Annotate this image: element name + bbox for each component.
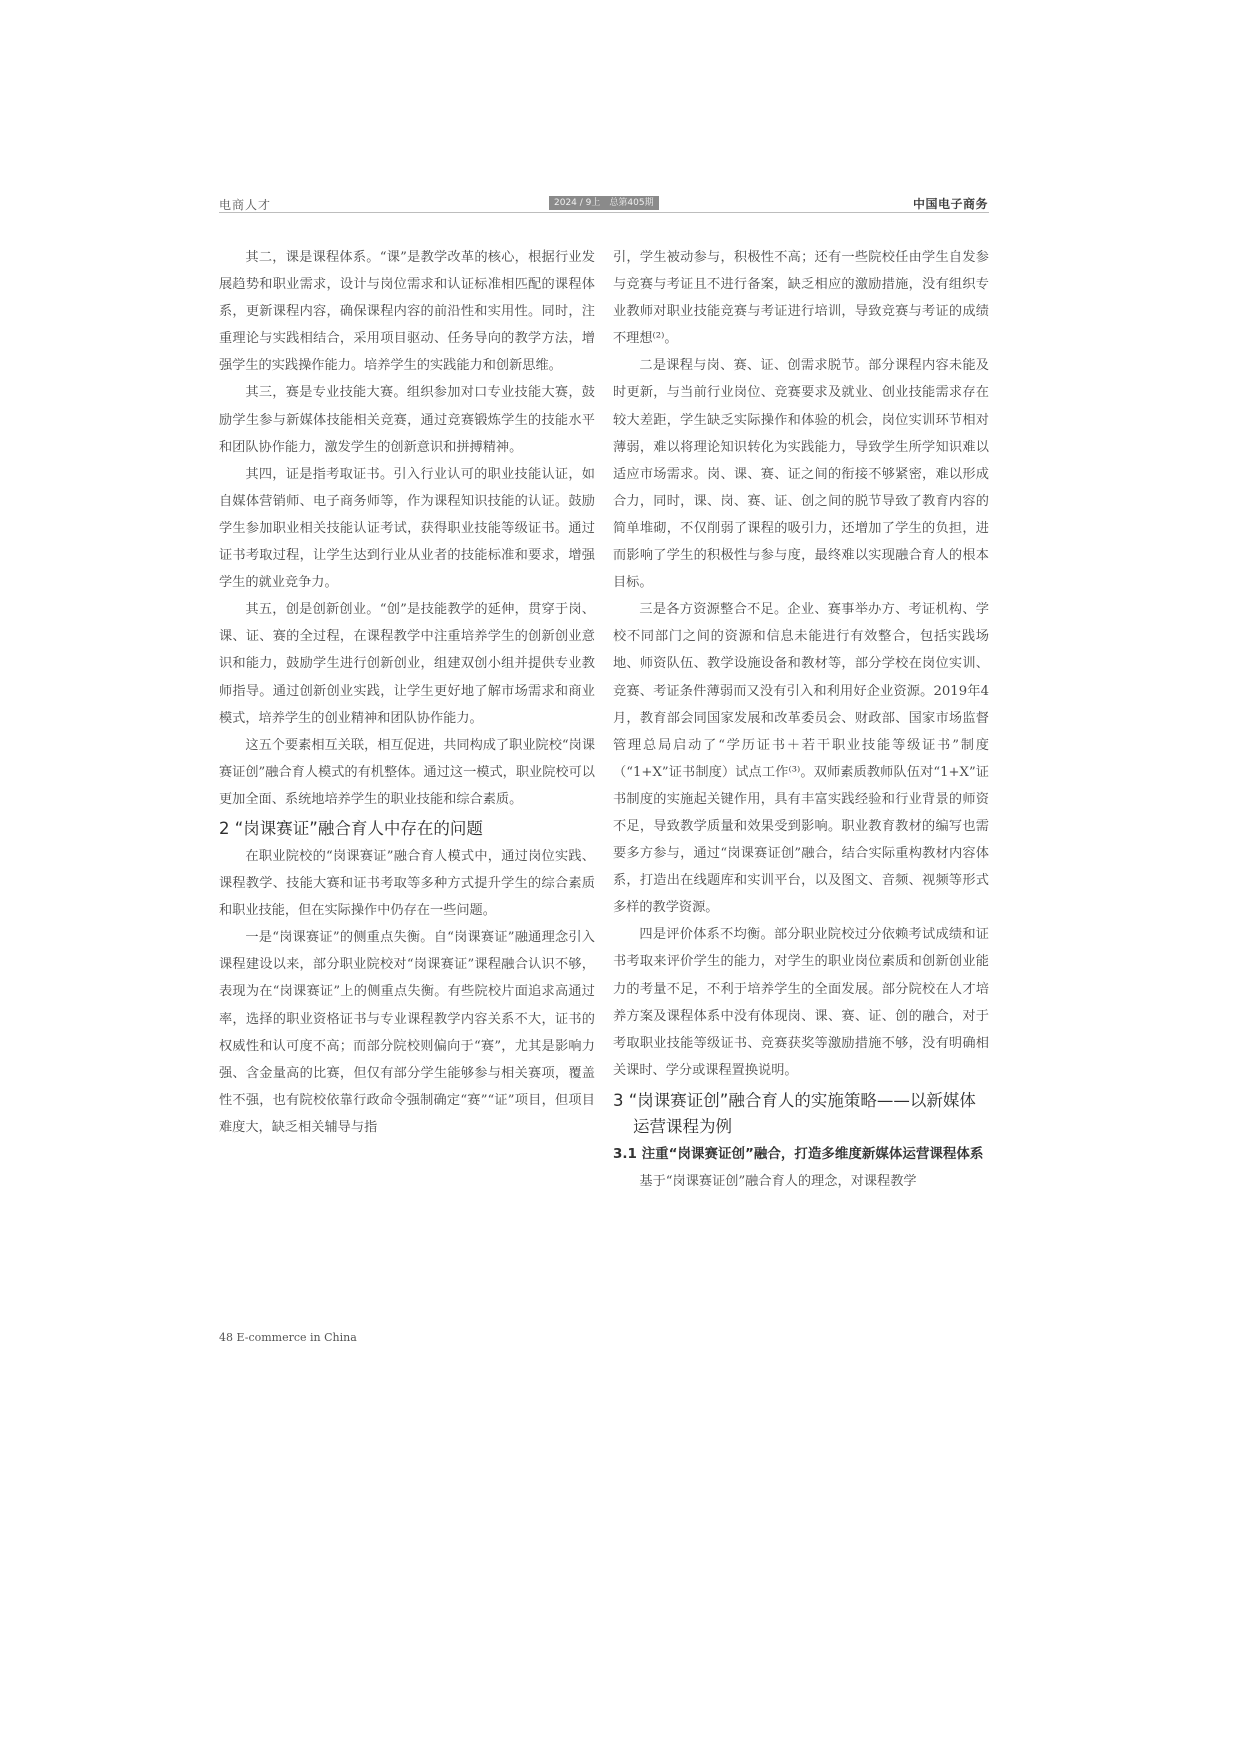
paragraph: 引，学生被动参与，积极性不高；还有一些院校任由学生自发参与竞赛与考证且不进行备案，缺乏相应的激励措施，没有组织专业教师对职业技能竞赛与考证进行培训，导致竞赛与考证的成绩不理想⁽²⁾。 <box>613 250 989 347</box>
paragraph: 基于“岗课赛证创”融合育人的理念，对课程教学 <box>639 1173 917 1189</box>
paragraph: 二是课程与岗、赛、证、创需求脱节。部分课程内容未能及时更新，与当前行业岗位、竞赛要求及就业、创业技能需求存在较大差距，学生缺乏实际操作和体验的机会，岗位实训环节相对薄弱，难以将理论知识转化为实践能力，导致学生所学知识难以适应市场需求。岗、课、赛、证之间的衔接不够紧密，难以形成合力，同时，课、岗、赛、证、创之间的脱节导致了教育内容的简单堆砌，不仅削弱了课程的吸引力，还增加了学生的负担，进而影响了学生的积极性与参与度，最终难以实现融合育人的根本目标。 <box>613 358 989 591</box>
paragraph: 其四，证是指考取证书。引入行业认可的职业技能认证，如自媒体营销师、电子商务师等，作为课程知识技能的认证。鼓励学生参加职业相关技能认证考试，获得职业技能等级证书。通过证书考取过程，让学生达到行业从业者的技能标准和要求，增强学生的就业竞争力。 <box>219 466 595 591</box>
paragraph: 其二，课是课程体系。“课”是教学改革的核心，根据行业发展趋势和职业需求，设计与岗位需求和认证标准相匹配的课程体系，更新课程内容，确保课程内容的前沿性和实用性。同时，注重理论与实践相结合，采用项目驱动、任务导向的教学方法，增强学生的实践操作能力。培养学生的实践能力和创新思维。 <box>219 250 595 374</box>
paragraph: 一是“岗课赛证”的侧重点失衡。自“岗课赛证”融通理念引入课程建设以来，部分职业院校对“岗课赛证”课程融合认识不够，表现为在“岗课赛证”上的侧重点失衡。有些院校片面追求高通过率，选择的职业资格证书与专业课程教学内容关系不大，证书的权威性和认可度不高；而部分院校则偏向于“赛”，尤其是影响力强、含金量高的比赛，但仅有部分学生能够参与相关赛项，覆盖性不强，也有院校依靠行政命令强制确定“赛”“证”项目，但项目难度大，缺乏相关辅导与指 <box>219 930 595 1135</box>
right-column <box>613 244 989 1195</box>
header-divider <box>219 212 989 213</box>
subsection-heading: 3.1 注重“岗课赛证创”融合，打造多维度新媒体运营课程体系 <box>613 1145 984 1162</box>
section-heading: 3 “岗课赛证创”融合育人的实施策略——以新媒体运营课程为例 <box>613 1090 976 1136</box>
paragraph: 三是各方资源整合不足。企业、赛事举办方、考证机构、学校不同部门之间的资源和信息未能进行有效整合，包括实践场地、师资队伍、教学设施设备和教材等，部分学校在岗位实训、竞赛、考证条件薄弱而又没有引入和利用好企业资源。2019年4月，教育部会同国家发展和改革委员会、财政部、国家市场监督管理总局启动了“学历证书＋若干职业技能等级证书”制度（“1+X”证书制度）试点工作⁽³⁾。双师素质教师队伍对“1+X”证书制度的实施起关键作用，具有丰富实践经验和行业背景的师资不足，导致教学质量和效果受到影响。职业教育教材的编写也需要多方参与，通过“岗课赛证创”融合，结合实际重构教材内容体系，打造出在线题库和实训平台，以及图文、音频、视频等形式多样的教学资源。 <box>613 602 989 916</box>
paragraph: 在职业院校的“岗课赛证”融合育人模式中，通过岗位实践、课程教学、技能大赛和证书考取等多种方式提升学生的综合素质和职业技能，但在实际操作中仍存在一些问题。 <box>219 848 595 919</box>
left-column <box>219 244 595 1141</box>
section-heading: 2 “岗课赛证”融合育人中存在的问题 <box>219 818 483 838</box>
page-footer: 48 E-commerce in China <box>219 1331 357 1344</box>
header-issue-badge: 2024 / 9上 总第405期 <box>549 196 659 210</box>
header-section-label: 电商人才 <box>219 198 272 212</box>
paragraph: 其三，赛是专业技能大赛。组织参加对口专业技能大赛，鼓励学生参与新媒体技能相关竞赛，通过竞赛锻炼学生的技能水平和团队协作能力，激发学生的创新意识和拼搏精神。 <box>219 385 595 455</box>
paragraph: 四是评价体系不均衡。部分职业院校过分依赖考试成绩和证书考取来评价学生的能力，对学生的职业岗位素质和创新创业能力的考量不足，不利于培养学生的全面发展。部分院校在人才培养方案及课程体系中没有体现岗、课、赛、证、创的融合，对于考取职业技能等级证书、竞赛获奖等激励措施不够，没有明确相关课时、学分或课程置换说明。 <box>613 927 989 1078</box>
header-magazine-logo: 中国电子商务 <box>913 197 989 211</box>
paragraph: 这五个要素相互关联，相互促进，共同构成了职业院校“岗课赛证创”融合育人模式的有机整体。通过这一模式，职业院校可以更加全面、系统地培养学生的职业技能和综合素质。 <box>219 737 596 807</box>
paragraph: 其五，创是创新创业。“创”是技能教学的延伸，贯穿于岗、课、证、赛的全过程，在课程教学中注重培养学生的创新创业意识和能力，鼓励学生进行创新创业，组建双创小组并提供专业教师指导。通过创新创业实践，让学生更好地了解市场需求和商业模式，培养学生的创业精神和团队协作能力。 <box>219 602 595 726</box>
